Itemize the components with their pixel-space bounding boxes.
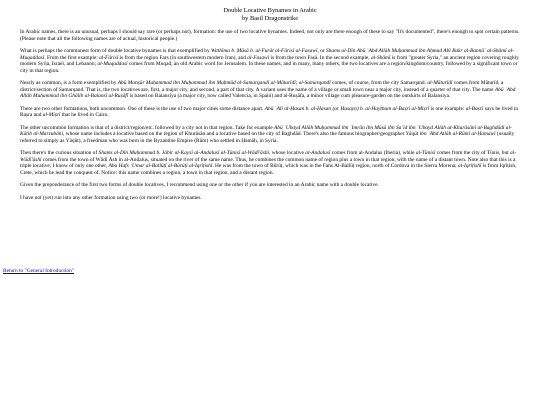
author-byline: by Basil Dragonstrike xyxy=(241,14,299,22)
text: is from "greater Syria," an ancient region covering roughly modern Syria, Israel, and Lebanon; xyxy=(20,54,519,68)
paragraph-two-cities xyxy=(20,106,520,119)
example-name: al-Andalusī xyxy=(305,150,331,157)
paragraph-city-district xyxy=(20,80,520,100)
example-name: Abū ʿAlī al-Ḥasan b. al-Ḥasan (or Ḥusayn) b. al-Haytham al-Baṣrī al-Miṣrī xyxy=(264,105,430,112)
text: Then there's the curious situation of xyxy=(20,150,99,157)
paragraph-recommendation: Given the preponderance of the first two forms of double locatives, I recommend using one or the other if you are interested in an Arabic name with a double locative. xyxy=(20,182,379,189)
text: comes, of course, from the city Samarqand. xyxy=(330,80,428,87)
example-name: Abu Hafs ʿUmar al-Ballūṭī al-Būrūṭī al-Iqrīṭishī xyxy=(108,163,213,170)
return-to-introduction-link[interactable]: Return to "General Introduction" xyxy=(3,268,75,274)
text: The other uncommon formation is that of a district/region/etc. followed by a city not in that region. Take for example xyxy=(20,124,275,131)
text: There are two other formations, both uncommon. One of these is the use of two major cities some distance apart. xyxy=(20,105,265,112)
text: is one example: xyxy=(429,105,466,112)
example-name: al-Miṣrī xyxy=(42,112,61,119)
text: comes from Muqad, an old Arabic word for Jerusalem. In these names, and in many, many others, the two locatives are a region/kingdom/country, followed by a significant town or city in that region. xyxy=(20,61,518,74)
text: . From the first example: xyxy=(44,54,100,61)
example-name: Abū Manṣūr Muḥammad ibn Muḥammad ibn Maḥmūd al-Samarqandī al-Māturīdī xyxy=(117,80,296,87)
text: comes from the town of Wādī Āsh in al-Andalus, situated on the river of the same name. Thus, he combines the common name of region plus a town in that region, with the name of a distant town. Note also that this is a triple locative; I know of only one other, xyxy=(20,156,516,170)
text: , whose locative xyxy=(269,150,306,157)
text: is based on Balansiya (a major city, now called Valencia, in Spain) and al-Ruṣāfa, a minor village cum pleasure-garden on the outskirts of Balansiya. xyxy=(128,93,451,100)
paragraph-closing: I have not (yet) run into any other formation using two (or more!) locative bynames. xyxy=(20,194,202,201)
paragraph-intro: In Arabic names, there is an unusual, perhaps I should say rare (or perhaps not), formation: the use of two locative bynames. Indeed, not only are there enough of these to say "It's documented", there's enough to spot certain patterns. (Please note that all the following names are of actual, historical people.) xyxy=(20,29,520,42)
example-name: al-Tūnisī xyxy=(415,150,436,157)
example-name: Shams al-Dīn Muḥammad b. Jābir al-Kaysī al-Andalusī al-Tūnisī al-Wādī'āshī xyxy=(98,150,270,157)
example-name: al-Iqrīṭishī xyxy=(458,163,482,170)
page-title: Double Locative Bynames in Arabic xyxy=(223,7,317,14)
example-name: Shams al-Dīn Abū ʿAbd Allāh Muḥammad ibn Aḥmad Abī Bakr al-Bannāʾ al-Shāmī al-Muqaddasī xyxy=(20,47,514,61)
example-name: al-Baṣrī xyxy=(465,105,484,112)
text: , or xyxy=(317,47,326,54)
example-name: al-Samarqandī xyxy=(298,80,331,87)
example-name: al-Wādī'āshī xyxy=(20,150,517,163)
example-name: al-Shāmī xyxy=(370,54,391,61)
example-name: Wathīma b. Mūsā b. al-Furāt al-Fārisī al-Fasawī xyxy=(211,47,318,54)
text: comes from al-Andalus (Iberia), while xyxy=(330,150,416,157)
example-name: al-Fasawī xyxy=(247,54,270,61)
example-name: Yāqūt ibn ʿAbd Allāh al-Rūmī al-Ḥamawī xyxy=(405,131,496,138)
text: comes from the city of Tūnis, but xyxy=(435,150,511,157)
text: says he lived in Baṣra and xyxy=(20,105,519,119)
example-name: al-Muqaddasī xyxy=(97,61,128,68)
example-name: al-Fārisī xyxy=(99,54,119,61)
paragraph-triple-locative xyxy=(20,150,520,176)
paragraph-region-distant-city xyxy=(20,125,520,145)
paragraph-region-city xyxy=(20,48,520,74)
text: is from the region Fars (in southwestern modern Iran), and xyxy=(118,54,248,61)
text: , whose name includes a locative based on the region of Khurāsān and a locative based on the city of Baghdād. There's also the famous biographer/geographer xyxy=(62,131,406,138)
text: is from the town Fasā. In the second example, xyxy=(269,54,371,61)
article-body xyxy=(20,29,520,207)
text: ; xyxy=(295,80,299,87)
text: that he lived in Cairo. xyxy=(60,112,109,119)
text: (usually referred to simply as Yāqūt), a freedman who was born in the Byzantine Empire (Rūm) who settled in Ḥamāh, in Syria. xyxy=(20,131,515,144)
text: What is perhaps the commonest form of double locative bynames is that exemplified by xyxy=(20,47,212,54)
text: . He was from the town of Būrūṭ, which was in the Fahs Al-Ballūṭ region, north of Cordova in the Sierra Morena; xyxy=(212,163,459,170)
text: is from Iqrīṭish, Crete, which he lead the conquest of. Notice: this name combines a region, a town in that region, and a distant region. xyxy=(20,163,517,177)
example-name: Abū ʿAbd Allāh Muḥammad ibn Ghālib al-Balansī al-Ruṣāfī xyxy=(20,86,516,100)
text: comes from Māturīd, a district/section of Samarqand. That is, the two locatives are, first, a major city, and second, a part of that city. A variant uses the name of a village or small town near a major city, instead of a quarter of that city. The name xyxy=(20,80,504,93)
text: Nearly as common, is a form exemplified by xyxy=(20,80,118,87)
document-header xyxy=(0,7,540,22)
example-name: al-Māturīdī xyxy=(427,80,453,87)
example-name: Abū ʿUbayd Allāh Muḥammad ibn ʿImrān ibn Mūsā ibn Saʿīd ibn ʿUbayd Allāh al-Khurāsānī al-Baghdādī al-Kātib al-Marzubānī xyxy=(20,124,512,138)
